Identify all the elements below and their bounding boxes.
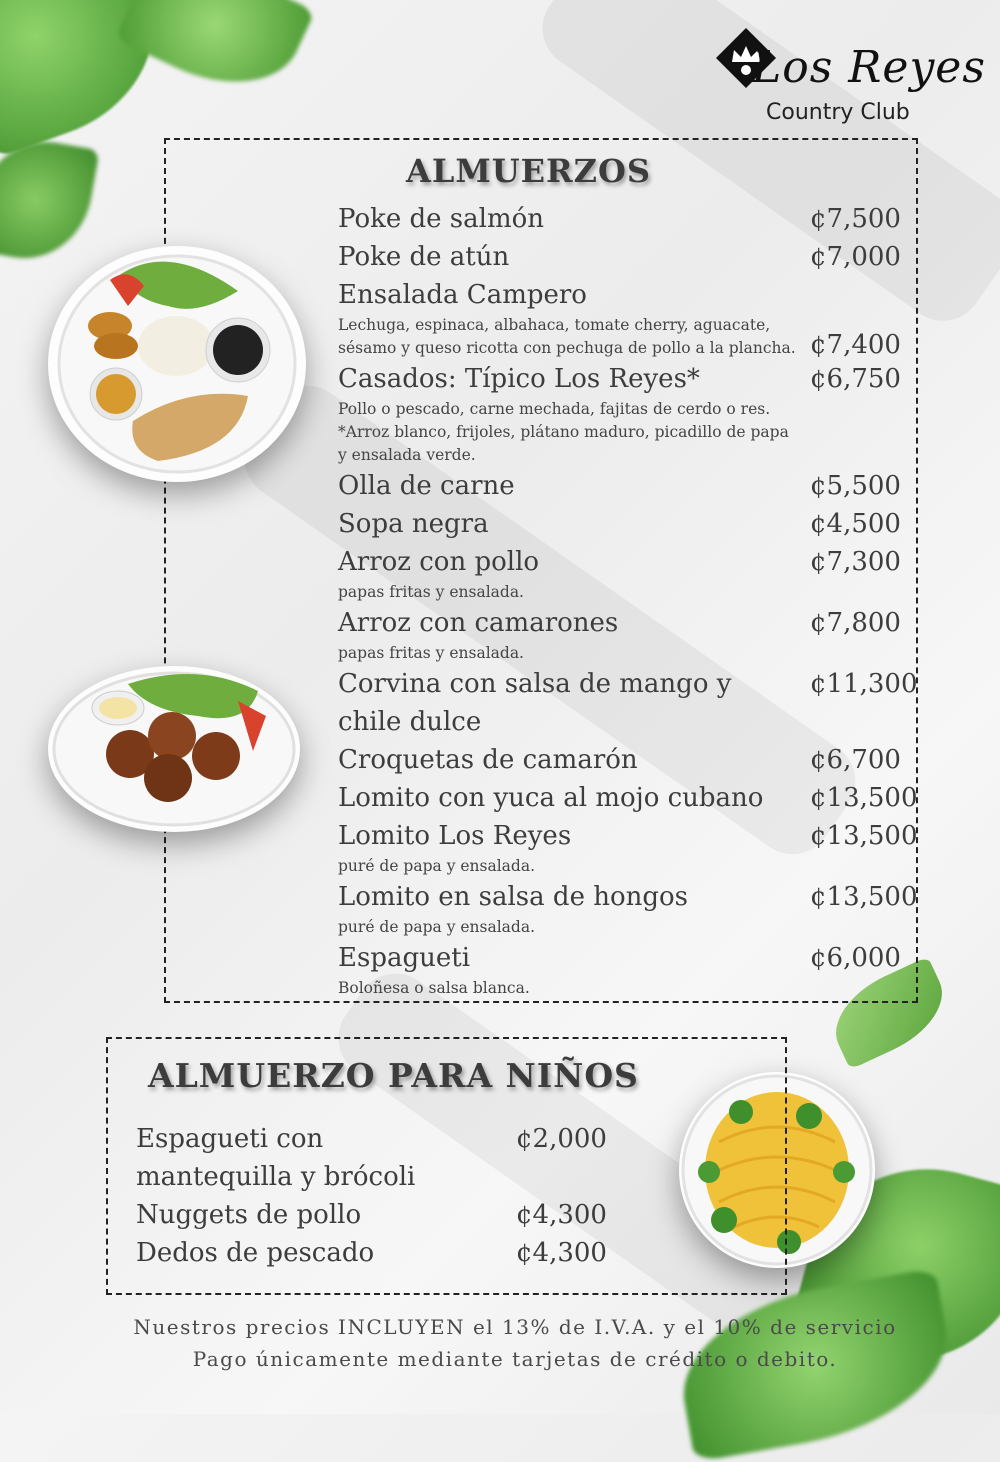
item-price: ¢7,500 — [810, 204, 901, 234]
menu-item — [338, 604, 908, 665]
item-name: Espagueti — [338, 943, 471, 973]
menu-item — [338, 505, 908, 543]
menu-item — [338, 665, 918, 741]
item-price: ¢7,400 — [810, 330, 901, 360]
item-name: Casados: Típico Los Reyes* — [338, 364, 700, 394]
menu-item — [338, 276, 908, 360]
item-price: ¢4,300 — [516, 1238, 607, 1268]
item-price: ¢7,000 — [810, 242, 901, 272]
footer-payment-note: Pago únicamente mediante tarjetas de crédito o debito. — [192, 1347, 838, 1371]
item-price: ¢11,300 — [810, 669, 918, 699]
item-price: ¢6,000 — [810, 943, 901, 973]
brand-logo — [712, 22, 986, 132]
item-price: ¢4,500 — [810, 509, 901, 539]
item-price: ¢5,500 — [810, 471, 901, 501]
item-name: Lomito con yuca al mojo cubano — [338, 783, 764, 813]
menu-item — [338, 817, 918, 878]
item-name: Nuggets de pollo — [136, 1200, 362, 1230]
item-price: ¢13,500 — [810, 882, 918, 912]
menu-item — [338, 200, 908, 238]
kids-menu-list — [136, 1120, 606, 1272]
item-description: Boloñesa o salsa blanca. — [338, 979, 530, 997]
item-name: Arroz con camarones — [338, 608, 619, 638]
item-price: ¢2,000 — [516, 1124, 607, 1154]
item-price: ¢7,300 — [810, 547, 901, 577]
item-price: ¢7,800 — [810, 608, 901, 638]
croquetas-dish-illustration — [48, 666, 300, 832]
item-description: papas fritas y ensalada. — [338, 644, 524, 662]
brand-subtitle: Country Club — [766, 100, 910, 125]
item-price: ¢4,300 — [516, 1200, 607, 1230]
item-name: Lomito en salsa de hongos — [338, 882, 688, 912]
item-name: Dedos de pescado — [136, 1238, 375, 1268]
footer-tax-note: Nuestros precios INCLUYEN el 13% de I.V.A. y el 10% de servicio — [133, 1315, 897, 1339]
main-section-title: ALMUERZOS — [406, 152, 651, 190]
item-name: Corvina con salsa de mango y chile dulce — [338, 669, 732, 737]
menu-item — [338, 360, 908, 467]
kids-menu-item — [136, 1196, 606, 1234]
item-price: ¢6,700 — [810, 745, 901, 775]
item-description: puré de papa y ensalada. — [338, 857, 536, 875]
item-price: ¢13,500 — [810, 783, 918, 813]
menu-item — [338, 939, 908, 1000]
item-name: Croquetas de camarón — [338, 745, 638, 775]
item-name: Sopa negra — [338, 509, 489, 539]
item-price: ¢13,500 — [810, 821, 918, 851]
item-name: Arroz con pollo — [338, 547, 540, 577]
item-price: ¢6,750 — [810, 364, 901, 394]
item-description: puré de papa y ensalada. — [338, 918, 536, 936]
menu-item — [338, 741, 908, 779]
casado-plate-image — [48, 246, 306, 482]
item-description: Pollo o pescado, carne mechada, fajitas de cerdo o res. *Arroz blanco, frijoles, plátano maduro, picadillo de papa y ensalada verde. — [338, 400, 789, 464]
item-name: Poke de atún — [338, 242, 510, 272]
kids-menu-item — [136, 1234, 606, 1272]
croquetas-plate-image — [48, 666, 300, 832]
kids-menu-item — [136, 1120, 606, 1196]
menu-item — [338, 467, 908, 505]
item-name: Ensalada Campero — [338, 280, 587, 310]
item-name: Poke de salmón — [338, 204, 545, 234]
menu-item — [338, 238, 908, 276]
brand-name: Los Reyes — [752, 42, 986, 93]
menu-item — [338, 779, 918, 817]
item-name: Olla de carne — [338, 471, 515, 501]
main-menu-list — [338, 200, 918, 1000]
item-description: papas fritas y ensalada. — [338, 583, 524, 601]
item-name: Lomito Los Reyes — [338, 821, 572, 851]
menu-item — [338, 878, 918, 939]
casado-dish-illustration — [48, 246, 306, 482]
kids-section-title: ALMUERZO PARA NIÑOS — [148, 1056, 639, 1095]
menu-item — [338, 543, 908, 604]
item-description: Lechuga, espinaca, albahaca, tomate cherry, aguacate, sésamo y queso ricotta con pechuga de pollo a la plancha. — [338, 316, 796, 357]
item-name: Espagueti con mantequilla y brócoli — [136, 1124, 416, 1192]
